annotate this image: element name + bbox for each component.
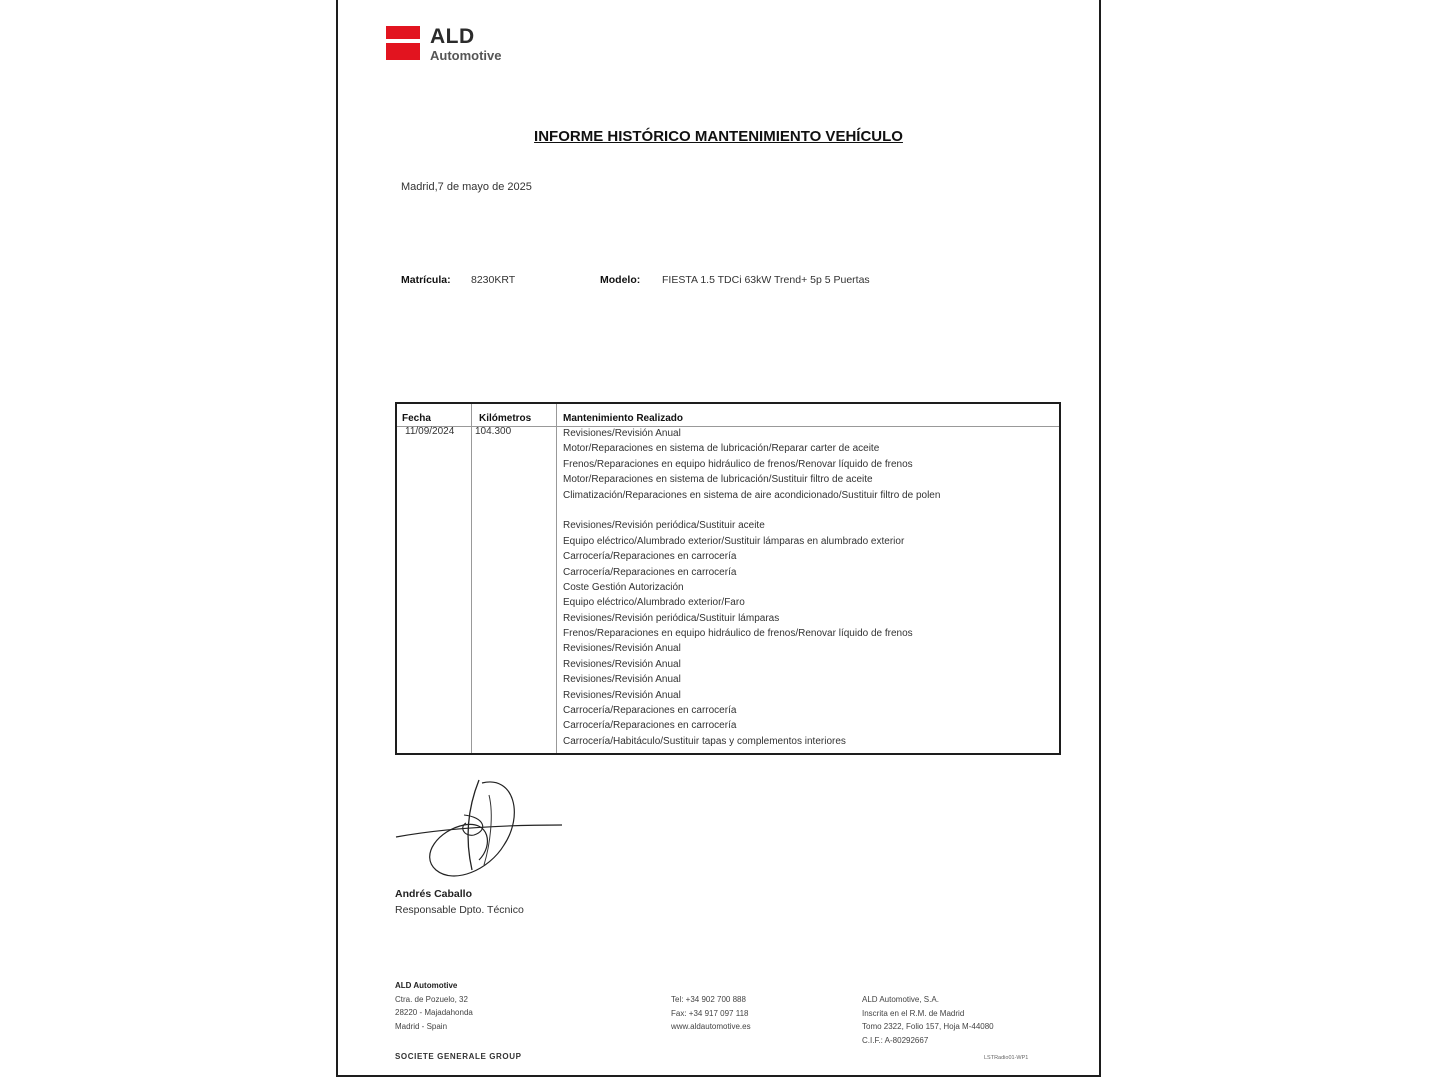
logo-sub: Automotive bbox=[430, 48, 502, 63]
maintenance-row: Revisiones/Revisión Anual bbox=[563, 643, 681, 655]
maintenance-row: Frenos/Reparaciones en equipo hidráulico de frenos/Renovar líquido de frenos bbox=[563, 628, 913, 640]
maintenance-row: Equipo eléctrico/Alumbrado exterior/Sustituir lámparas en alumbrado exterior bbox=[563, 535, 905, 547]
cell-date: 11/09/2024 bbox=[405, 426, 455, 437]
model-value: FIESTA 1.5 TDCi 63kW Trend+ 5p 5 Puertas bbox=[662, 274, 870, 286]
footer-company: ALD Automotive bbox=[395, 981, 458, 990]
maintenance-row: Revisiones/Revisión periódica/Sustituir aceite bbox=[563, 520, 765, 532]
ald-logo bbox=[386, 26, 502, 62]
footer-contact: Tel: +34 902 700 888 Fax: +34 917 097 118 www.aldautomotive.es bbox=[671, 995, 751, 1031]
maintenance-row: Carrocería/Reparaciones en carrocería bbox=[563, 705, 737, 717]
maintenance-row: Carrocería/Reparaciones en carrocería bbox=[563, 720, 737, 732]
signer-role: Responsable Dpto. Técnico bbox=[395, 904, 524, 916]
maintenance-row: Revisiones/Revisión Anual bbox=[563, 674, 681, 686]
header-date: Fecha bbox=[402, 413, 431, 424]
document-date: Madrid,7 de mayo de 2025 bbox=[401, 181, 532, 193]
maintenance-row: Revisiones/Revisión periódica/Sustituir lámparas bbox=[563, 612, 780, 624]
signer-name: Andrés Caballo bbox=[395, 888, 473, 900]
cell-km: 104.300 bbox=[475, 426, 512, 437]
maintenance-row: Motor/Reparaciones en sistema de lubricación/Sustituir filtro de aceite bbox=[563, 474, 873, 486]
header-maintenance: Mantenimiento Realizado bbox=[563, 413, 684, 424]
maintenance-row: Carrocería/Habitáculo/Sustituir tapas y complementos interiores bbox=[563, 735, 846, 747]
maintenance-row: Equipo eléctrico/Alumbrado exterior/Faro bbox=[563, 597, 745, 609]
maintenance-row: Carrocería/Reparaciones en carrocería bbox=[563, 551, 737, 563]
maintenance-row: Revisiones/Revisión Anual bbox=[563, 658, 681, 670]
logo-brand: ALD bbox=[430, 25, 475, 48]
maintenance-row: Revisiones/Revisión Anual bbox=[563, 689, 681, 701]
plate-value: 8230KRT bbox=[471, 274, 516, 286]
maintenance-table bbox=[395, 402, 1061, 755]
plate-label: Matrícula: bbox=[401, 274, 451, 286]
maintenance-list bbox=[563, 426, 1053, 749]
maintenance-row: Coste Gestión Autorización bbox=[563, 581, 684, 593]
document-page bbox=[336, 0, 1101, 1077]
maintenance-row: Frenos/Reparaciones en equipo hidráulico de frenos/Renovar líquido de frenos bbox=[563, 458, 913, 470]
logo-mark bbox=[386, 26, 420, 60]
maintenance-row: Motor/Reparaciones en sistema de lubricación/Reparar carter de aceite bbox=[563, 443, 880, 455]
footer-address: ALD Automotive Ctra. de Pozuelo, 32 28220 - Majadahonda Madrid - Spain bbox=[395, 981, 473, 1031]
maintenance-row: Climatización/Reparaciones en sistema de aire acondicionado/Sustituir filtro de polen bbox=[563, 489, 941, 501]
maintenance-row: Revisiones/Revisión Anual bbox=[563, 428, 681, 439]
maintenance-row: Carrocería/Reparaciones en carrocería bbox=[563, 566, 737, 578]
header-km: Kilómetros bbox=[479, 413, 532, 424]
footer-legal: ALD Automotive, S.A. Inscrita en el R.M. de Madrid Tomo 2322, Folio 157, Hoja M-44080 C.I.F.: A-80292667 bbox=[862, 995, 994, 1045]
group-name: SOCIETE GENERALE GROUP bbox=[395, 1052, 522, 1061]
model-label: Modelo: bbox=[600, 274, 641, 286]
document-title: INFORME HISTÓRICO MANTENIMIENTO VEHÍCULO bbox=[534, 128, 903, 145]
signature-image bbox=[394, 775, 564, 885]
document-ref: LSTRadio01-WP1 bbox=[984, 1055, 1029, 1061]
